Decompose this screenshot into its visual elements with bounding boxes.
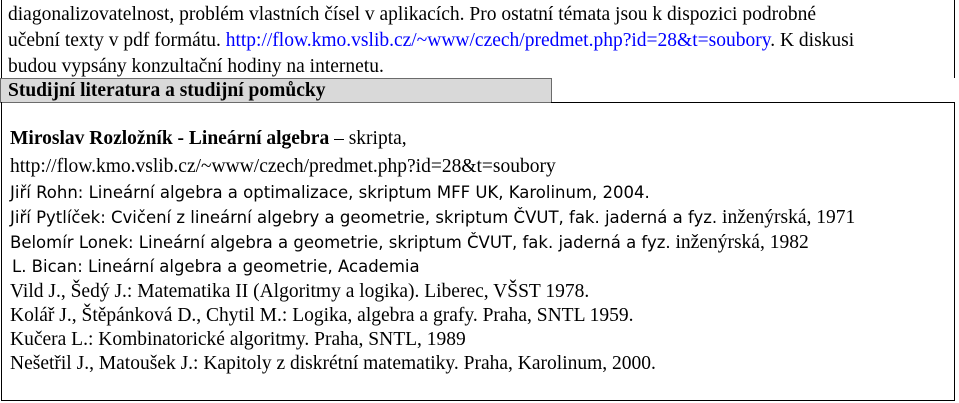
literature-lonek	[10, 231, 809, 255]
literature-nesetril: Nešetřil J., Matoušek J.: Kapitoly z diskrétní matematiky. Praha, Karolinum, 2000.	[10, 353, 656, 374]
intro-line-1: diagonalizovatelnost, problém vlastních čísel v aplikacích. Pro ostatní témata jsou k dispozici podrobné	[8, 4, 816, 25]
section-heading: Studijní literatura a studijní pomůcky	[8, 80, 326, 101]
intro-line-2-suffix: . K diskusi	[770, 30, 855, 51]
intro-cell	[1, 0, 955, 78]
intro-line-2	[8, 28, 948, 54]
pytlicek-main: Jiří Pytlíček: Cvičení z lineární algebry a geometrie, skriptum ČVUT, fak. jaderná a fyz.	[10, 208, 718, 227]
literature-kolar: Kolář J., Štěpánková D., Chytil M.: Logika, algebra a grafy. Praha, SNTL 1959.	[10, 305, 634, 326]
intro-line-3: budou vypsány konzultační hodiny na internetu.	[8, 56, 384, 77]
literature-main-link[interactable]: http://flow.kmo.vslib.cz/~www/czech/predmet.php?id=28&t=soubory	[10, 156, 556, 177]
literature-rohn: Jiří Rohn: Lineární algebra a optimalizace, skriptum MFF UK, Karolinum, 2004.	[10, 183, 650, 202]
literature-main-entry	[10, 127, 407, 151]
section-heading-bar	[0, 78, 552, 103]
intro-paragraph	[8, 2, 948, 80]
lonek-tail: inženýrská, 1982	[670, 232, 809, 253]
literature-bican: L. Bican: Lineární algebra a geometrie, Academia	[12, 257, 420, 276]
literature-vild: Vild J., Šedý J.: Matematika II (Algoritmy a logika). Liberec, VŠST 1978.	[10, 281, 590, 302]
main-suffix: – skripta,	[329, 128, 407, 149]
literature-kucera: Kučera L.: Kombinatorické algoritmy. Praha, SNTL, 1989	[10, 329, 466, 350]
intro-predmet-link[interactable]: http://flow.kmo.vslib.cz/~www/czech/predmet.php?id=28&t=soubory	[225, 30, 771, 51]
main-title: Miroslav Rozložník - Lineární algebra	[10, 128, 330, 149]
literature-cell	[1, 102, 955, 401]
lonek-main: Belomír Lonek: Lineární algebra a geometrie, skriptum ČVUT, fak. jaderná a fyz.	[10, 233, 671, 252]
intro-line-2-prefix: učební texty v pdf formátu.	[8, 30, 226, 51]
literature-pytlicek	[10, 206, 855, 230]
pytlicek-tail: inženýrská, 1971	[717, 207, 856, 228]
